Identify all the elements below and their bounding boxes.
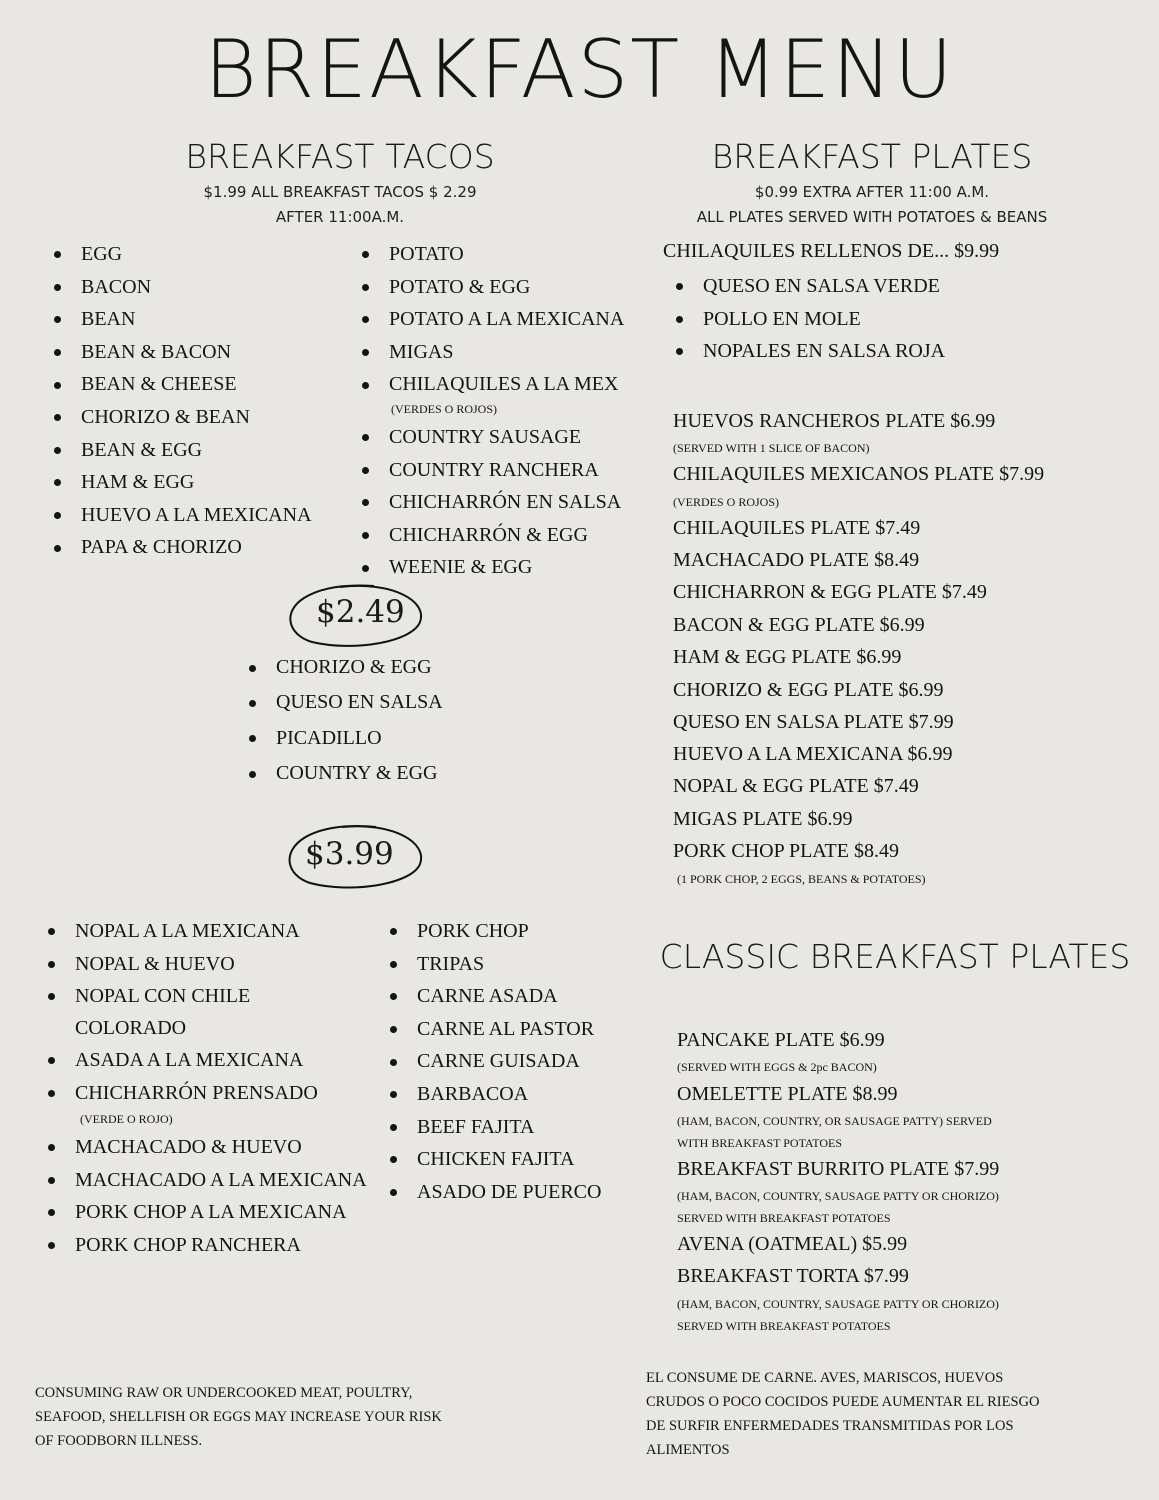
list-item: CHORIZO & BEAN [54,401,312,434]
list-item: CHICKEN FAJITA [390,1143,601,1176]
plate-item: HUEVOS RANCHEROS PLATE $6.99 [673,410,996,432]
list-item: BACON [54,271,312,304]
list-item: COUNTRY & EGG [249,756,443,791]
tier3-list-col2 [390,915,601,1208]
chilaquiles-rellenos-heading: CHILAQUILES RELLENOS DE... $9.99 [663,240,1000,262]
plate-item: PORK CHOP PLATE $8.49 [673,840,899,862]
list-item: PAPA & CHORIZO [54,531,312,564]
tier3-list-col1 [48,915,300,1013]
plate-item: MACHACADO PLATE $8.49 [673,549,920,571]
tier3-list-col1-c [48,1131,367,1261]
plates-subtitle-2: ALL PLATES SERVED WITH POTATOES & BEANS [696,208,1048,226]
list-item: MIGAS [362,336,624,369]
list-item: BEAN [54,303,312,336]
plates-title: BREAKFAST PLATES [711,137,1033,176]
list-item: TRIPAS [390,948,601,981]
list-item: ASADO DE PUERCO [390,1176,601,1209]
list-item: POTATO & EGG [362,271,624,304]
plates-subtitle-1: $0.99 EXTRA AFTER 11:00 A.M. [754,183,990,201]
classic-note: SERVED WITH BREAKFAST POTATOES [677,1211,891,1225]
tier2-list [249,650,443,791]
price-399: $3.99 [305,836,394,872]
list-item: CHICHARRÓN EN SALSA [362,486,621,519]
classic-note: WITH BREAKFAST POTATOES [677,1136,843,1150]
classic-note: (SERVED WITH EGGS & 2pc BACON) [677,1060,877,1074]
list-item: QUESO EN SALSA VERDE [676,270,945,303]
classic-item: BREAKFAST TORTA $7.99 [677,1265,909,1287]
list-item: ASADA A LA MEXICANA [48,1044,318,1077]
disclaimer-spanish: EL CONSUME DE CARNE. AVES, MARISCOS, HUEVOS CRUDOS O POCO COCIDOS PUEDE AUMENTAR EL RIESGO DE SURFIR ENFERMEDADES TRANSMITIDAS POR LOS ALIMENTOS [646,1370,1040,1458]
plate-item: BACON & EGG PLATE $6.99 [673,614,925,636]
list-item: PICADILLO [249,721,443,756]
menu-title: BREAKFAST MENU [204,23,955,116]
list-item: PORK CHOP RANCHERA [48,1229,367,1262]
list-item: PORK CHOP A LA MEXICANA [48,1196,367,1229]
disclaimer-english: CONSUMING RAW OR UNDERCOOKED MEAT, POULTRY, SEAFOOD, SHELLFISH OR EGGS MAY INCREASE YOUR RISK OF FOODBORN ILLNESS. [35,1385,442,1449]
list-item-continued: COLORADO [75,1017,187,1039]
list-item: CHORIZO & EGG [249,650,443,685]
list-item: BEEF FAJITA [390,1111,601,1144]
tacos-list-col2-cont [362,421,621,584]
list-item: MACHACADO A LA MEXICANA [48,1164,367,1197]
plate-item: HUEVO A LA MEXICANA $6.99 [673,743,953,765]
list-item: POTATO [362,238,624,271]
tier3-list-col1-b [48,1044,318,1109]
price-249: $2.49 [316,594,405,630]
list-item: HUEVO A LA MEXICANA [54,499,312,532]
list-item: BEAN & CHEESE [54,368,312,401]
tacos-subtitle-2: AFTER 11:00A.M. [275,208,405,226]
classic-note: (HAM, BACON, COUNTRY, SAUSAGE PATTY OR CHORIZO) [677,1189,999,1203]
list-item: NOPAL & HUEVO [48,948,300,981]
list-item: PORK CHOP [390,915,601,948]
classic-note: (HAM, BACON, COUNTRY, OR SAUSAGE PATTY) SERVED [677,1114,992,1128]
tacos-list-col1 [54,238,312,564]
plate-item: CHICHARRON & EGG PLATE $7.49 [673,581,987,603]
plate-note: (SERVED WITH 1 SLICE OF BACON) [673,441,870,455]
list-item: BARBACOA [390,1078,601,1111]
classic-note: SERVED WITH BREAKFAST POTATOES [677,1319,891,1333]
list-item: POLLO EN MOLE [676,303,945,336]
list-item: NOPAL CON CHILE [48,980,300,1013]
classic-note: (HAM, BACON, COUNTRY, SAUSAGE PATTY OR CHORIZO) [677,1297,999,1311]
list-item: MACHACADO & HUEVO [48,1131,367,1164]
plate-note: (1 PORK CHOP, 2 EGGS, BEANS & POTATOES) [677,872,926,886]
list-item: EGG [54,238,312,271]
tacos-item-note: (VERDES O ROJOS) [391,402,498,416]
list-item: BEAN & EGG [54,434,312,467]
classic-item: PANCAKE PLATE $6.99 [677,1029,885,1051]
list-item: COUNTRY SAUSAGE [362,421,621,454]
classic-item: BREAKFAST BURRITO PLATE $7.99 [677,1158,1000,1180]
list-item: WEENIE & EGG [362,551,621,584]
plate-item: QUESO EN SALSA PLATE $7.99 [673,711,954,733]
plate-item: CHILAQUILES PLATE $7.49 [673,517,921,539]
tacos-title: BREAKFAST TACOS [185,137,495,176]
list-item: CARNE GUISADA [390,1045,601,1078]
classic-item: AVENA (OATMEAL) $5.99 [677,1233,908,1255]
list-item: BEAN & BACON [54,336,312,369]
plate-note: (VERDES O ROJOS) [673,495,780,509]
chilaquiles-list [676,270,945,368]
list-item: CARNE ASADA [390,980,601,1013]
plate-item: NOPAL & EGG PLATE $7.49 [673,775,919,797]
list-item: CHICHARRÓN & EGG [362,519,621,552]
plate-item: CHILAQUILES MEXICANOS PLATE $7.99 [673,463,1045,485]
classic-title: CLASSIC BREAKFAST PLATES [659,937,1131,976]
plate-item: HAM & EGG PLATE $6.99 [673,646,902,668]
tacos-list-col2 [362,238,624,401]
tacos-subtitle-1: $1.99 ALL BREAKFAST TACOS $ 2.29 [203,183,477,201]
list-item: COUNTRY RANCHERA [362,454,621,487]
classic-item: OMELETTE PLATE $8.99 [677,1083,898,1105]
plate-item: MIGAS PLATE $6.99 [673,808,853,830]
list-item: HAM & EGG [54,466,312,499]
list-item: CARNE AL PASTOR [390,1013,601,1046]
list-item: NOPALES EN SALSA ROJA [676,335,945,368]
list-item: QUESO EN SALSA [249,685,443,720]
list-item: POTATO A LA MEXICANA [362,303,624,336]
list-item: CHICHARRÓN PRENSADO [48,1077,318,1110]
list-item: NOPAL A LA MEXICANA [48,915,300,948]
plate-item: CHORIZO & EGG PLATE $6.99 [673,679,944,701]
tier3-item-note: (VERDE O ROJO) [80,1112,173,1126]
list-item: CHILAQUILES A LA MEX [362,368,624,401]
